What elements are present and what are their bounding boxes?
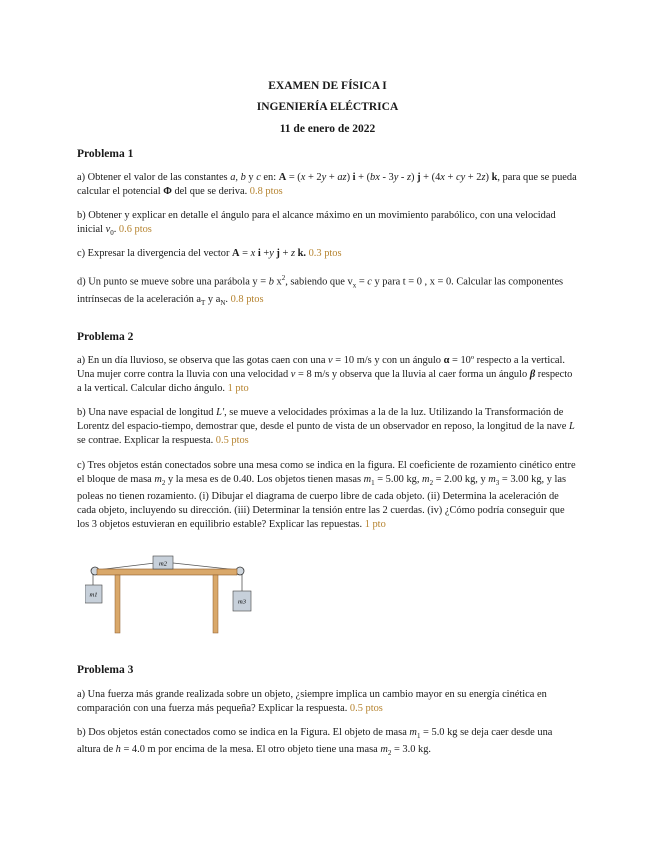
block-m3-label: m3	[238, 598, 246, 606]
points-1b: 0.6 ptos	[118, 224, 152, 235]
problem-1b: b) Obtener y explicar en detalle el ángulo para el alcance máximo en un movimiento parabólico, con una velocidad inicial $v_0$. 0.6 ptos	[77, 210, 556, 238]
problem-2-title: Problema 2	[77, 331, 134, 343]
problem-2a: a) En un día lluvioso, se observa que las gotas caen con una v = 10 m/s y con un ángulo α = 10º respecto a la vertical. Una mujer corre contra la lluvia con una velocidad v = 8 m/s y observa que la lluvia al caer forma un ángulo β respecto a la vertical. Calcular dicho ángulo. 1 pto	[77, 355, 573, 394]
block-m1-label: m1	[89, 591, 98, 599]
problem-2c: c) Tres objetos están conectados sobre una mesa como se indica en la figura. El coeficiente de rozamiento cinético entre el bloque de masa $m_2$ y la mesa es de 0.40. Los objetos tienen masas $m_1 = 5.00$ kg, $m_2 = 2.00$ kg, y $m_3 = 3.00$ kg, y las poleas no tienen rozamiento. (i) Dibujar el diagrama de cuerpo libre de cada objeto. (ii) Determina la aceleración de cada objeto, incluyendo su dirección. (iii) Determinar la tensión entre las 2 cuerdas. (iv) ¿Cómo podría conseguir que los 3 objetos estuvieran en equilibrio estable? Explicar las repuestas. 1 pto	[77, 460, 576, 531]
table-leg-left	[115, 575, 120, 633]
exam-subtitle: INGENIERÍA ELÉCTRICA	[256, 101, 399, 113]
problem-2b: b) Una nave espacial de longitud L', se mueve a velocidades próximas a la de la luz. Utilizando la Transformación de Lorentz del espacio-tiempo, demostrar que, desde el punto de vista de un observador en reposo, la longitud de la nave L se contrae. Explicar la respuesta. 0.5 ptos	[77, 407, 575, 446]
points-2a: 1 pto	[227, 383, 249, 394]
problem-1c: c) Expresar la divergencia del vector A = x i +y j + z k. 0.3 ptos	[77, 248, 342, 259]
problem-3-title: Problema 3	[77, 664, 134, 676]
table-leg-right	[213, 575, 218, 633]
points-1c: 0.3 ptos	[308, 248, 342, 259]
exam-title: EXAMEN DE FÍSICA I	[268, 80, 387, 92]
points-3a: 0.5 ptos	[349, 703, 383, 714]
block-m2-label: m2	[159, 560, 167, 568]
pulley-figure	[85, 553, 255, 635]
problem-1d: d) Un punto se mueve sobre una parábola y = b $x^2$, sabiendo que $v_x = c$ y para t = 0 , x = 0. Calcular las componentes intrínsecas de la aceleración $a_T$ y $a_N$. 0.8 ptos	[77, 274, 564, 307]
problem-3b: b) Dos objetos están conectados como se indica en la Figura. El objeto de masa $m_1 = 5.0$ kg se deja caer desde una altura de h = 4.0 m por encima de la mesa. El otro objeto tiene una masa $m_2 = 3.0$ kg.	[77, 727, 553, 758]
points-1d: 0.8 ptos	[230, 293, 264, 305]
problem-1-title: Problema 1	[77, 148, 134, 160]
table-top	[97, 569, 237, 575]
points-1a: 0.8 ptos	[249, 186, 283, 197]
exam-date: 11 de enero de 2022	[279, 123, 376, 135]
points-2c: 1 pto	[364, 519, 386, 531]
problem-3a: a) Una fuerza más grande realizada sobre un objeto, ¿siempre implica un cambio mayor en su energía cinética en comparación con una fuerza más pequeña? Explicar la respuesta. 0.5 ptos	[77, 689, 547, 714]
points-2b: 0.5 ptos	[215, 435, 249, 446]
problem-1a: a) Obtener el valor de las constantes a, b y c en: A = (x + 2y + az) i + (bx - 3y - z) j + (4x + cy + 2z) k, para que se pueda calcular el potencial Φ del que se deriva. 0.8 ptos	[77, 172, 577, 197]
